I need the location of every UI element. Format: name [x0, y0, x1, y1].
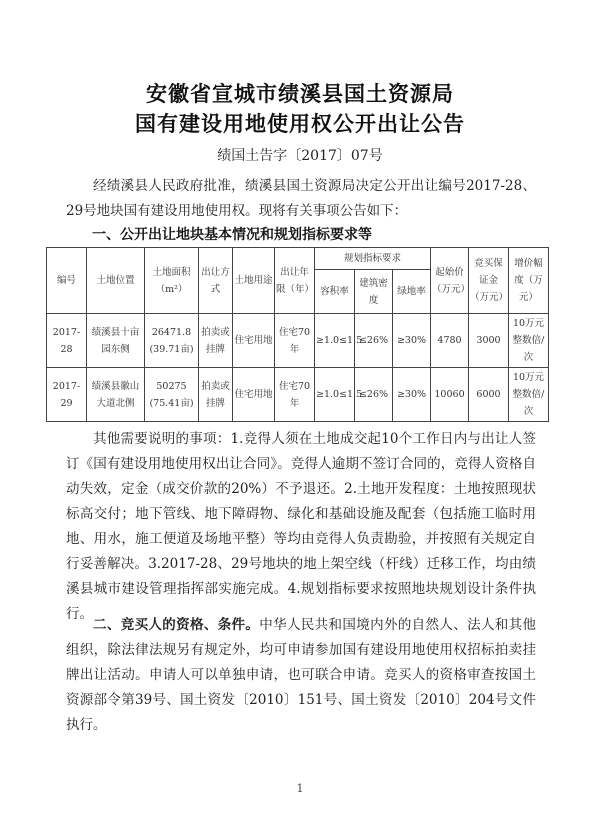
- cell-term: 住宅70年: [275, 314, 315, 368]
- header-method: 出让方式: [199, 248, 233, 314]
- cell-green: ≥30%: [393, 368, 431, 422]
- header-green: 绿地率: [393, 270, 431, 314]
- cell-deposit: 3000: [469, 314, 509, 368]
- cell-use: 住宅用地: [233, 314, 275, 368]
- cell-density: ≤26%: [355, 314, 393, 368]
- title-line-1: 安徽省宣城市绩溪县国土资源局: [146, 81, 454, 106]
- cell-far: ≥1.0≤1.5: [315, 314, 355, 368]
- land-parcel-table: [46, 247, 549, 422]
- header-number: 编号: [47, 248, 87, 314]
- cell-location: 绩溪县徽山大道北侧: [87, 368, 145, 422]
- header-density: 建筑密度: [355, 270, 393, 314]
- title-line-2: 国有建设用地使用权公开出让公告: [135, 111, 465, 136]
- cell-increment: 10万元整数倍/次: [509, 314, 549, 368]
- area-mu: (75.41亩): [149, 397, 194, 409]
- cell-term: 住宅70年: [275, 368, 315, 422]
- section-2-text: 中华人民共和国境内外的自然人、法人和其他组织，除法律法规另有规定外，均可申请参加国有建设用地使用权招标拍卖挂牌出让活动。申请人可以单独申请，也可联合申请。竞买人的资格审查按国土资源部令第39号、国土资发〔2010〕151号、国土资发〔2010〕204号文件执行。: [66, 617, 537, 733]
- area-mu: (39.71亩): [149, 343, 194, 355]
- intro-paragraph: 经绩溪县人民政府批准，绩溪县国土资源局决定公开出让编号2017-28、29号地块国有建设用地使用权。现将有关事项公告如下：: [66, 178, 536, 219]
- page-number: 1: [296, 782, 304, 795]
- cell-green: ≥30%: [393, 314, 431, 368]
- header-term: 出让年限（年）: [275, 248, 315, 314]
- cell-use: 住宅用地: [233, 368, 275, 422]
- area-value: 26471.8: [151, 326, 192, 338]
- cell-deposit: 6000: [469, 368, 509, 422]
- area-value: 50275: [156, 380, 187, 392]
- cell-area: [145, 368, 199, 422]
- cell-number: 2017-28: [47, 314, 87, 368]
- other-notes-paragraph: 其他需要说明的事项：1.竞得人须在土地成交起10个工作日内与出让人签订《国有建设用地使用权出让合同》。竞得人逾期不签订合同的，竞得人资格自动失效，定金（成交价款的20%）不予退还。2.土地开发程度：土地按照现状标高交付；地下管线、地下障碍物、绿化和基础设施及配套（包括施工临时用地、用水，施工便道及场地平整）等均由竞得人负责勘验，并按照有关规定自行妥善解决。3.2017-28、29号地块的地上架空线（杆线）迁移工作，均由绩溪县城市建设管理指挥部实施完成。4.规划指标要求按照地块规划设计条件执行。: [66, 431, 536, 622]
- header-increment: 增价幅度（万元）: [509, 248, 549, 314]
- header-deposit: 竞买保证金（万元）: [469, 248, 509, 314]
- cell-method: 拍卖或挂牌: [199, 314, 233, 368]
- header-area: 土地面积（m²）: [145, 248, 199, 314]
- table-row: [47, 314, 549, 368]
- cell-start-price: 4780: [431, 314, 469, 368]
- cell-far: ≥1.0≤1.5: [315, 368, 355, 422]
- header-planning: 规划指标要求: [315, 248, 431, 270]
- header-far: 容积率: [315, 270, 355, 314]
- cell-method: 拍卖或挂牌: [199, 368, 233, 422]
- cell-number: 2017-29: [47, 368, 87, 422]
- cell-start-price: 10060: [431, 368, 469, 422]
- section-2-title: 二、竞买人的资格、条件。: [93, 617, 260, 633]
- cell-area: [145, 314, 199, 368]
- cell-increment: 10万元整数倍/次: [509, 368, 549, 422]
- table-row: [47, 368, 549, 422]
- section-2-paragraph: [66, 613, 536, 738]
- header-start-price: 起始价（万元）: [431, 248, 469, 314]
- cell-location: 绩溪县十亩园东侧: [87, 314, 145, 368]
- document-number: 绩国土告字〔2017〕07号: [217, 148, 383, 164]
- header-use: 土地用途: [233, 248, 275, 314]
- cell-density: ≤26%: [355, 368, 393, 422]
- section-1-title: 一、公开出让地块基本情况和规划指标要求等: [92, 227, 372, 243]
- header-location: 土地位置: [87, 248, 145, 314]
